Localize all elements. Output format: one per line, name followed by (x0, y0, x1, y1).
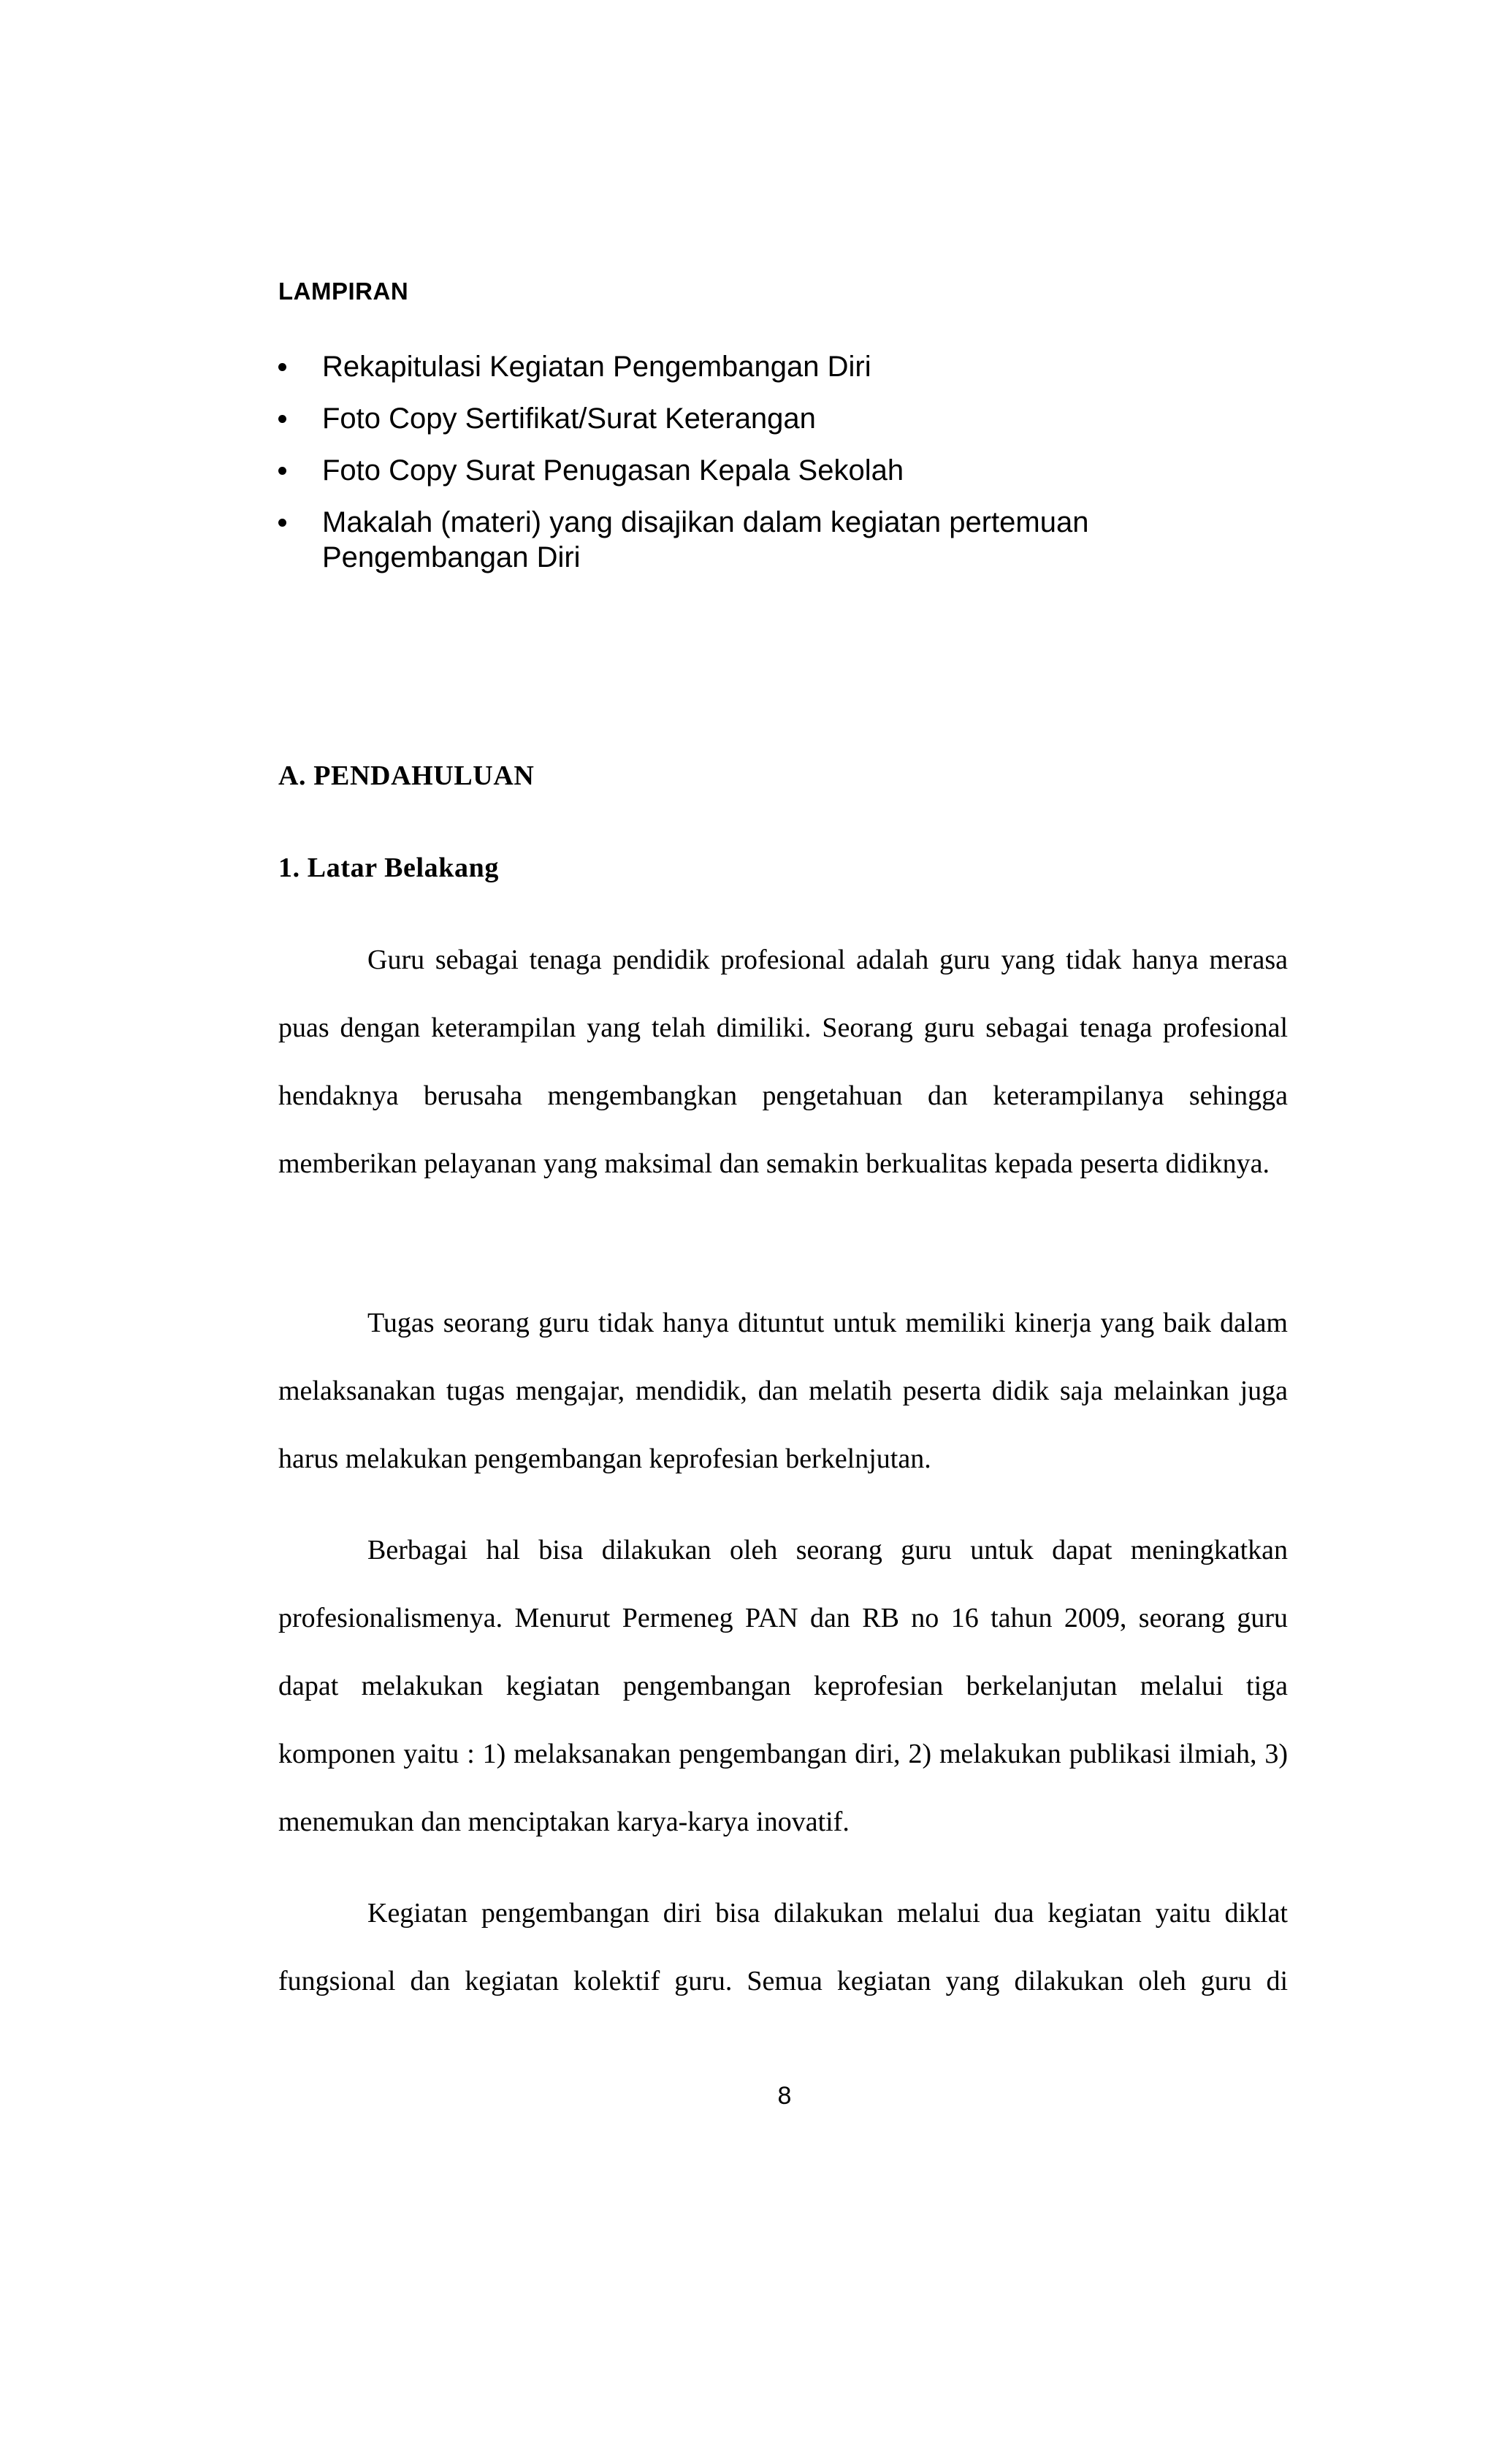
list-item-text: Foto Copy Sertifikat/Surat Keterangan (322, 403, 816, 435)
paragraph: Berbagai hal bisa dilakukan oleh seorang guru untuk dapat meningkatkan profesionalismenya. Menurut Permeneg PAN dan RB no 16 tahun 2009, seorang guru dapat melakukan kegiatan pengembangan keprofesian berkelanjutan melalui tiga komponen yaitu : 1) melaksanakan pengembangan diri, 2) melakukan publikasi ilmiah, 3) menemukan dan menciptakan karya-karya inovatif. (278, 1535, 1288, 1837)
list-item (278, 505, 1155, 575)
subsection-heading: 1. Latar Belakang (278, 853, 499, 883)
bullet-icon (278, 363, 286, 371)
list-item-text: Rekapitulasi Kegiatan Pengembangan Diri (322, 351, 871, 383)
lampiran-list (278, 349, 1155, 592)
section-heading: A. PENDAHULUAN (278, 760, 535, 791)
list-item (278, 349, 1155, 384)
lampiran-heading: LAMPIRAN (278, 278, 409, 305)
paragraph: Guru sebagai tenaga pendidik profesional adalah guru yang tidak hanya merasa puas dengan keterampilan yang telah dimiliki. Seorang guru sebagai tenaga profesional hendaknya berusaha mengembangkan pengetahuan dan keterampilanya sehingga memberikan pelayanan yang maksimal dan semakin berkualitas kepada peserta didiknya. (278, 945, 1288, 1179)
list-item (278, 453, 1155, 488)
list-item-text: Foto Copy Surat Penugasan Kepala Sekolah (322, 454, 904, 487)
page-number: 8 (777, 2082, 792, 2110)
bullet-icon (278, 467, 286, 475)
list-item (278, 401, 1155, 436)
bullet-icon (278, 519, 286, 527)
bullet-icon (278, 415, 286, 423)
list-item-text: Makalah (materi) yang disajikan dalam kegiatan pertemuan Pengembangan Diri (322, 506, 1089, 573)
paragraph: Tugas seorang guru tidak hanya dituntut untuk memiliki kinerja yang baik dalam melaksanakan tugas mengajar, mendidik, dan melatih peserta didik saja melainkan juga harus melakukan pengembangan keprofesian berkelnjutan. (278, 1308, 1288, 1474)
paragraph: Kegiatan pengembangan diri bisa dilakukan melalui dua kegiatan yaitu diklat fungsional dan kegiatan kolektif guru. Semua kegiatan yang dilakukan oleh guru di (278, 1898, 1288, 1996)
